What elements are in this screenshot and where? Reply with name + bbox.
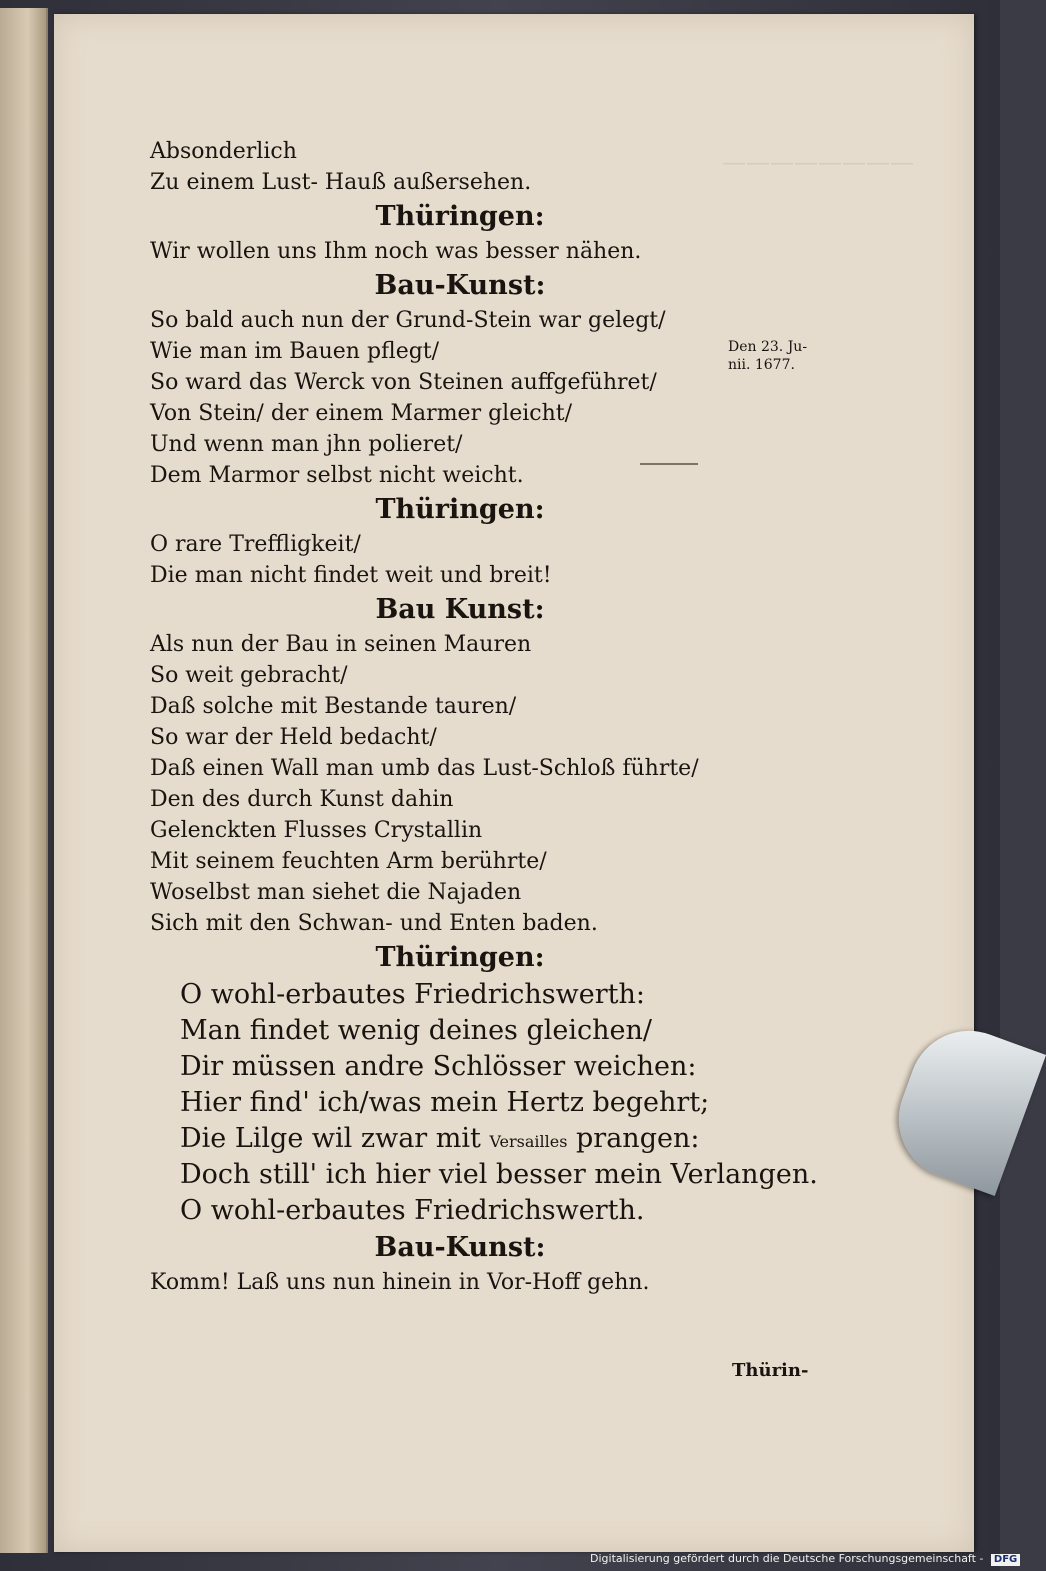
verse-line: So ward das Werck von Steinen auffgeführet/ (150, 370, 657, 395)
verse-line: Als nun der Bau in seinen Mauren (150, 632, 532, 657)
verse-line: Zu einem Lust- Hauß außersehen. (150, 170, 532, 195)
verse-line: Mit seinem feuchten Arm berührte/ (150, 849, 547, 874)
verse-segment: prangen: (567, 1123, 700, 1154)
margin-note-line-2: nii. 1677. (728, 357, 795, 373)
verse-line: Die man nicht findet weit und breit! (150, 563, 552, 588)
verse-line: Wir wollen uns Ihm noch was besser nähen. (150, 239, 642, 264)
digitization-credit (590, 1552, 1020, 1566)
speaker-heading: Bau-Kunst: (374, 270, 546, 301)
verse-line: Absonderlich (150, 139, 297, 164)
verse-segment: Die Lilge wil zwar mit (180, 1123, 490, 1154)
previous-page-edge (0, 8, 48, 1553)
catchword: Thürin- (732, 1360, 809, 1381)
verse-line: So war der Held bedacht/ (150, 725, 437, 750)
verse-line: Daß einen Wall man umb das Lust-Schloß führte/ (150, 756, 699, 781)
verse-line: Von Stein/ der einem Marmer gleicht/ (150, 401, 572, 426)
verse-line: So bald auch nun der Grund-Stein war gelegt/ (150, 308, 666, 333)
verse-line-large (150, 1121, 770, 1157)
verse-line: Sich mit den Schwan- und Enten baden. (150, 911, 598, 936)
verse-line: Wie man im Bauen pflegt/ (150, 339, 440, 364)
verse-line-large: Dir müssen andre Schlösser weichen: (180, 1051, 697, 1082)
margin-note (728, 338, 838, 374)
speaker-heading: Bau Kunst: (375, 594, 545, 625)
margin-note-line-1: Den 23. Ju- (728, 339, 808, 355)
verse-line: Woselbst man siehet die Najaden (150, 880, 522, 905)
show-through-text: ———————— (722, 148, 914, 176)
verse-line: So weit gebracht/ (150, 663, 348, 688)
verse-segment-small: Versailles (489, 1132, 568, 1151)
dfg-logo: DFG (991, 1554, 1020, 1566)
verse-line: Und wenn man jhn polieret/ (150, 432, 463, 457)
speaker-heading: Thüringen: (375, 494, 545, 525)
verse-line: Komm! Laß uns nun hinein in Vor-Hoff gehn. (150, 1270, 650, 1295)
verse-line-large: Man findet wenig deines gleichen/ (180, 1015, 652, 1046)
speaker-heading: Thüringen: (375, 942, 545, 973)
speaker-heading: Thüringen: (375, 201, 545, 232)
verse-line: Gelenckten Flusses Crystallin (150, 818, 483, 843)
credit-text: Digitalisierung gefördert durch die Deutsche Forschungsgemeinschaft - (590, 1552, 984, 1565)
speaker-heading: Bau-Kunst: (374, 1232, 546, 1263)
verse-line: Dem Marmor selbst nicht weicht. (150, 463, 524, 488)
main-text-block (150, 136, 818, 1298)
verse-line-large: O wohl-erbautes Friedrichswerth. (180, 1195, 645, 1226)
verse-line: O rare Treffligkeit/ (150, 532, 361, 557)
verse-line-large: Doch still' ich hier viel besser mein Verlangen. (180, 1159, 818, 1190)
verse-line: Daß solche mit Bestande tauren/ (150, 694, 517, 719)
verse-line-large: O wohl-erbautes Friedrichswerth: (180, 979, 645, 1010)
verse-line: Den des durch Kunst dahin (150, 787, 454, 812)
verse-line-large: Hier find' ich/was mein Hertz begehrt; (180, 1087, 710, 1118)
rule-mark (640, 463, 698, 465)
